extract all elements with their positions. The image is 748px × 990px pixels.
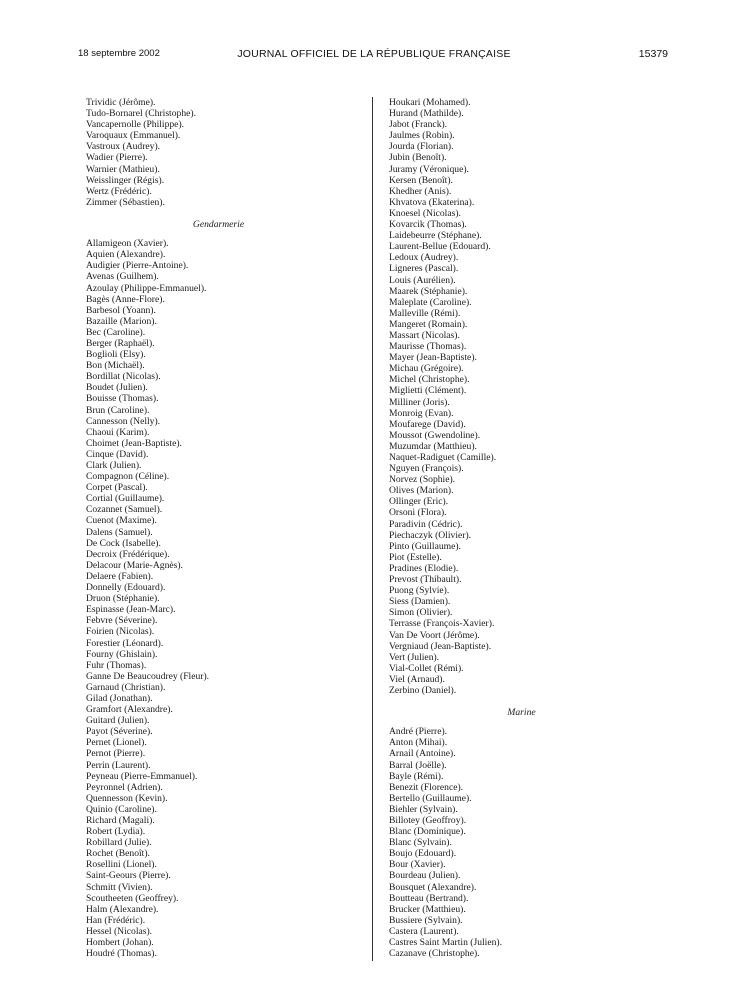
list-item: Fourny (Ghislain).	[86, 648, 158, 660]
list-item: Wertz (Frédéric).	[86, 185, 152, 197]
list-item: Quinio (Caroline).	[86, 803, 157, 815]
list-item: Dalens (Samuel).	[86, 526, 153, 538]
list-item: Bazaille (Marion).	[86, 315, 157, 327]
list-item: Hurand (Mathilde).	[389, 108, 464, 120]
list-item: Avenas (Guilhem).	[86, 271, 159, 283]
list-item: Viel (Arnaud).	[389, 673, 445, 685]
list-item: Clark (Julien).	[86, 460, 142, 471]
list-item: Pernet (Lionel).	[86, 737, 147, 749]
list-item: Bousquet (Alexandre).	[389, 881, 477, 893]
list-item: Malleville (Rémi).	[389, 307, 461, 319]
list-item: Khvatova (Ekaterina).	[389, 196, 475, 208]
gendarmerie-list	[86, 238, 351, 959]
list-item: Delacour (Marie-Agnès).	[86, 559, 183, 571]
list-item: Ganne De Beaucoudrey (Fleur).	[86, 670, 210, 682]
left-column	[86, 97, 351, 959]
list-item: Chaoui (Karim).	[86, 426, 150, 438]
left-continued-list	[86, 97, 351, 208]
list-item: Choimet (Jean-Baptiste).	[86, 437, 182, 449]
list-item: De Cock (Isabelle).	[86, 537, 161, 549]
list-item: Maurisse (Thomas).	[389, 341, 467, 353]
list-item: Boujo (Edouard).	[389, 848, 457, 860]
list-item: Cazanave (Christophe).	[389, 948, 480, 960]
list-item: Garnaud (Christian).	[86, 681, 166, 693]
header-page-number: 15379	[638, 48, 668, 60]
list-item: Norvez (Sophie).	[389, 474, 456, 486]
list-item: Decroix (Frédérique).	[86, 548, 170, 560]
list-item: Foirien (Nicolas).	[86, 626, 155, 638]
list-item: Simon (Olivier).	[389, 607, 453, 619]
list-item: Maleplate (Caroline).	[389, 296, 472, 308]
list-item: Pinto (Guillaume).	[389, 540, 461, 552]
list-item: Perrin (Laurent).	[86, 759, 151, 771]
list-item: Maarek (Stéphanie).	[389, 285, 468, 297]
list-item: Arnail (Antoine).	[389, 748, 456, 760]
list-item: Milliner (Joris).	[389, 396, 450, 408]
spacer	[86, 208, 351, 219]
spacer	[389, 718, 654, 726]
list-item: Michel (Christophe).	[389, 374, 470, 386]
list-item: Bussiere (Sylvain).	[389, 914, 463, 926]
list-item: Cannesson (Nelly).	[86, 415, 161, 427]
list-item: Rosellini (Lionel).	[86, 859, 157, 871]
list-item: Bour (Xavier).	[389, 859, 446, 871]
list-item: Peyronnel (Adrien).	[86, 781, 163, 793]
list-item: Naquet-Radiguet (Camille).	[389, 452, 497, 463]
list-item: Cinque (David).	[86, 448, 149, 460]
list-item: André (Pierre).	[389, 726, 448, 738]
list-item: Allamigeon (Xavier).	[86, 238, 169, 250]
list-item: Houdré (Thomas).	[86, 948, 157, 960]
list-item: Kovarcik (Thomas).	[389, 219, 467, 231]
list-item: Laidebeurre (Stéphane).	[389, 230, 482, 242]
list-item: Benezit (Florence).	[389, 781, 464, 793]
list-item: Bourdeau (Julien).	[389, 870, 461, 882]
list-item: Prevost (Thibault).	[389, 574, 462, 586]
list-item: Varoquaux (Emmanuel).	[86, 130, 181, 142]
list-item: Van De Voort (Jérôme).	[389, 629, 480, 641]
list-item: Payot (Séverine).	[86, 726, 153, 738]
list-item: Guitard (Julien).	[86, 715, 150, 727]
list-item: Rochet (Benoît).	[86, 848, 150, 860]
list-item: Donnelly (Edouard).	[86, 582, 166, 594]
list-item: Jubin (Benoît).	[389, 152, 447, 164]
list-item: Puong (Sylvie).	[389, 585, 450, 597]
list-item: Robillard (Julie).	[86, 837, 152, 849]
list-item: Forestier (Léonard).	[86, 637, 164, 649]
list-item: Olives (Marion).	[389, 485, 454, 497]
list-item: Paradivin (Cédric).	[389, 518, 463, 530]
list-item: Bayle (Rémi).	[389, 770, 444, 782]
section-title-marine: Marine	[507, 707, 536, 719]
list-item: Vastroux (Audrey).	[86, 141, 161, 153]
list-item: Miglietti (Clément).	[389, 385, 467, 397]
list-item: Boutteau (Bertrand).	[389, 892, 469, 904]
spacer	[86, 230, 351, 238]
list-item: Robert (Lydia).	[86, 826, 146, 838]
list-item: Febvre (Séverine).	[86, 615, 158, 627]
list-item: Billotey (Geoffroy).	[389, 815, 467, 826]
marine-list	[389, 726, 654, 959]
list-item: Michau (Grégoire).	[389, 363, 464, 375]
list-item: Massart (Nicolas).	[389, 329, 460, 341]
list-item: Anton (Mihai).	[389, 737, 448, 749]
list-item: Weisslinger (Régis).	[86, 174, 165, 186]
list-item: Kersen (Benoît).	[389, 174, 453, 186]
list-item: Castera (Laurent).	[389, 925, 459, 937]
list-item: Moufarege (David).	[389, 418, 466, 430]
list-item: Espinasse (Jean-Marc).	[86, 604, 176, 616]
list-item: Blanc (Dominique).	[389, 826, 466, 838]
list-item: Wadier (Pierre).	[86, 152, 148, 164]
list-item: Trividic (Jérôme).	[86, 97, 156, 108]
list-item: Jaulmes (Robin).	[389, 130, 455, 142]
list-item: Halm (Alexandre).	[86, 903, 159, 915]
list-item: Richard (Magali).	[86, 815, 155, 826]
list-item: Bouisse (Thomas).	[86, 393, 159, 405]
list-item: Scoutheeten (Geoffrey).	[86, 892, 179, 904]
list-item: Khedher (Anis).	[389, 185, 452, 197]
list-item: Ligneres (Pascal).	[389, 263, 459, 275]
list-item: Hessel (Nicolas).	[86, 925, 153, 937]
list-item: Boglioli (Elsy).	[86, 349, 146, 361]
list-item: Gramfort (Alexandre).	[86, 704, 173, 716]
right-column	[389, 97, 654, 959]
list-item: Druon (Stéphanie).	[86, 593, 160, 605]
list-item: Berger (Raphaël).	[86, 337, 155, 349]
list-item: Brun (Caroline).	[86, 404, 150, 416]
list-item: Warnier (Mathieu).	[86, 163, 160, 175]
list-item: Aquien (Alexandre).	[86, 249, 166, 261]
list-item: Blanc (Sylvain).	[389, 837, 452, 849]
list-item: Vergniaud (Jean-Baptiste).	[389, 640, 492, 652]
list-item: Bordillat (Nicolas).	[86, 371, 161, 383]
list-item: Mayer (Jean-Baptiste).	[389, 352, 477, 364]
list-item: Pradines (Elodie).	[389, 562, 459, 574]
list-item: Quennesson (Kevin).	[86, 792, 168, 804]
list-item: Ollinger (Eric).	[389, 496, 449, 508]
list-item: Zimmer (Sébastien).	[86, 196, 165, 208]
list-item: Zerbino (Daniel).	[389, 684, 457, 696]
list-item: Jabot (Franck).	[389, 119, 448, 131]
list-item: Azoulay (Philippe-Emmanuel).	[86, 282, 207, 294]
list-item: Siess (Damien).	[389, 596, 451, 608]
header-date: 18 septembre 2002	[78, 48, 160, 59]
list-item: Orsoni (Flora).	[389, 507, 447, 519]
section-title-gendarmerie: Gendarmerie	[192, 219, 245, 231]
list-item: Delaere (Fabien).	[86, 570, 154, 582]
list-item: Terrasse (François-Xavier).	[389, 618, 495, 630]
list-item: Nguyen (François).	[389, 463, 464, 475]
list-item: Peyneau (Pierre-Emmanuel).	[86, 770, 198, 782]
list-item: Bon (Michaël).	[86, 360, 145, 372]
list-item: Vial-Collet (Rémi).	[389, 662, 464, 674]
spacer	[389, 696, 654, 707]
list-item: Pernot (Pierre).	[86, 748, 146, 760]
column-divider	[372, 97, 373, 961]
list-item: Cozannet (Samuel).	[86, 504, 163, 516]
header-title: JOURNAL OFFICIEL DE LA RÉPUBLIQUE FRANÇAISE	[237, 48, 511, 60]
list-item: Fuhr (Thomas).	[86, 659, 147, 671]
list-item: Piechaczyk (Olivier).	[389, 529, 472, 541]
list-item: Houkari (Mohamed).	[389, 97, 471, 108]
list-item: Juramy (Véronique).	[389, 163, 469, 175]
list-item: Muzumdar (Matthieu).	[389, 440, 477, 452]
list-item: Saint-Geours (Pierre).	[86, 870, 171, 882]
list-item: Tudo-Bornarel (Christophe).	[86, 108, 196, 120]
list-item: Gilad (Jonathan).	[86, 692, 153, 704]
list-item: Corpet (Pascal).	[86, 482, 148, 494]
list-item: Barral (Joëlle).	[389, 759, 447, 771]
list-item: Boudet (Julien).	[86, 382, 148, 394]
list-item: Brucker (Matthieu).	[389, 903, 466, 915]
list-item: Vancapernolle (Philippe).	[86, 119, 185, 131]
list-item: Castres Saint Martin (Julien).	[389, 937, 502, 949]
list-item: Ledoux (Audrey).	[389, 252, 459, 264]
list-item: Jourda (Florian).	[389, 141, 454, 153]
list-item: Louis (Aurélien).	[389, 274, 456, 286]
list-item: Biehler (Sylvain).	[389, 803, 458, 815]
list-item: Vert (Julien).	[389, 651, 440, 663]
list-item: Piot (Estelle).	[389, 551, 442, 563]
list-item: Cortial (Guillaume).	[86, 493, 165, 505]
list-item: Hombert (Johan).	[86, 937, 154, 949]
list-item: Mangeret (Romain).	[389, 318, 468, 330]
list-item: Bertello (Guillaume).	[389, 792, 472, 804]
list-item: Laurent-Bellue (Edouard).	[389, 241, 491, 253]
list-item: Monroig (Evan).	[389, 407, 454, 419]
list-item: Compagnon (Céline).	[86, 471, 170, 483]
list-item: Barbesol (Yoann).	[86, 304, 156, 316]
list-item: Moussot (Gwendoline).	[389, 429, 481, 441]
right-continued-list	[389, 97, 654, 696]
list-item: Knoesel (Nicolas).	[389, 207, 461, 219]
list-item: Han (Frédéric).	[86, 914, 146, 926]
list-item: Cuenot (Maxime).	[86, 515, 157, 527]
list-item: Bec (Caroline).	[86, 326, 146, 338]
list-item: Bagès (Anne-Flore).	[86, 293, 165, 305]
list-item: Schmitt (Vivien).	[86, 881, 153, 893]
list-item: Audigier (Pierre-Antoine).	[86, 260, 189, 272]
